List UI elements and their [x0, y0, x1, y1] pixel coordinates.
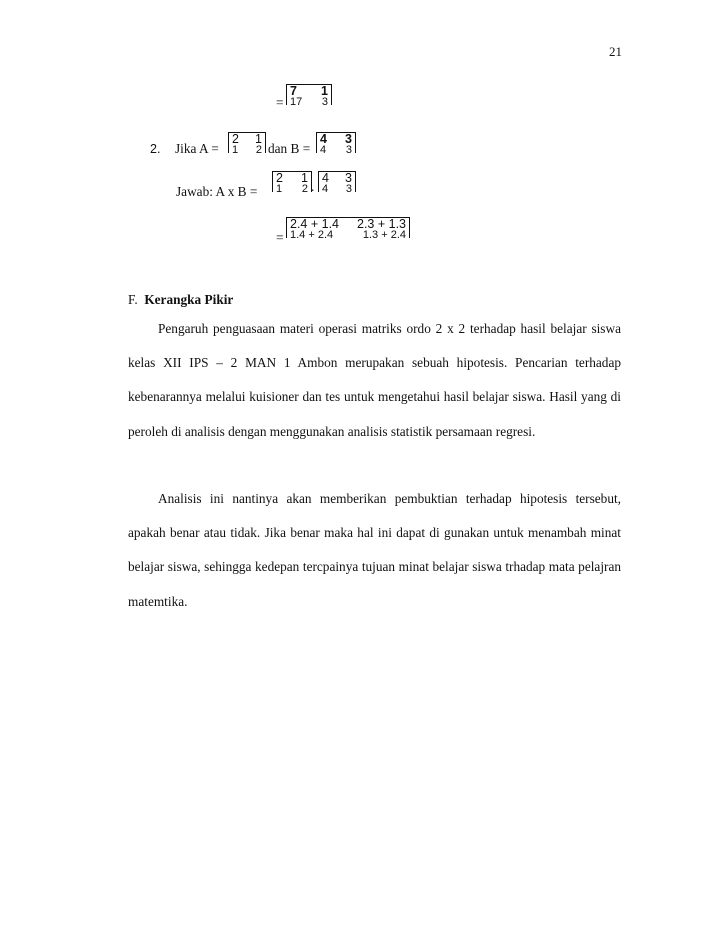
matrix-cell: 2.3 + 1.3 [357, 217, 406, 231]
matrix-cell: 4 [320, 132, 327, 146]
section-heading [128, 292, 233, 308]
matrix-cell: 1.3 + 2.4 [362, 230, 406, 238]
matrix-cell: 2.4 + 1.4 [290, 217, 339, 231]
matrix-cell: 7 [290, 84, 297, 98]
dan-b-text: dan B = [268, 141, 311, 156]
matrix-cell: 2 [255, 145, 262, 153]
matrix-cell: 1 [276, 184, 283, 192]
section-title: Kerangka Pikir [144, 292, 234, 307]
matrix-cell: 4 [322, 171, 329, 185]
answer-label: Jawab: A x B = [176, 184, 258, 199]
paragraph-2 [128, 482, 621, 619]
matrix-cell: 1 [321, 84, 328, 98]
equals-sign: = [276, 95, 284, 110]
matrix-cell: 1 [255, 132, 262, 146]
matrix-cell: 1 [232, 145, 239, 153]
matrix-cell: 2 [301, 184, 308, 192]
section-letter: F. [128, 292, 138, 307]
matrix-cell: 3 [345, 132, 352, 146]
matrix-cell: 3 [345, 145, 352, 153]
matrix-cell: 4 [322, 184, 329, 192]
matrix-cell: 2 [232, 132, 239, 146]
result-matrix [286, 84, 332, 105]
matrix-cell: 1 [301, 171, 308, 185]
paragraph-text: Analisis ini nantinya akan memberikan pembuktian terhadap hipotesis tersebut, apakah benar atau tidak. Jika benar maka hal ini dapat di gunakan untuk menambah minat belajar siswa, sehingga kedepan tercpainya tujuan minat belajar siswa trhadap mata pelajran matemtika. [128, 491, 621, 609]
matrix-cell: 2 [276, 171, 283, 185]
matrix-cell: 17 [290, 97, 303, 105]
matrix-cell: 3 [345, 171, 352, 185]
paragraph-1 [128, 312, 621, 449]
matrix-cell: 1.4 + 2.4 [290, 230, 334, 238]
page-number: 21 [609, 44, 622, 59]
jika-a-text: Jika A = [175, 141, 219, 156]
matrix-a [228, 132, 266, 153]
matrix-b [316, 132, 356, 153]
answer-matrix-b [318, 171, 356, 192]
multiply-dot: . [311, 179, 315, 194]
list-number: 2. [150, 142, 161, 156]
answer-matrix-a [272, 171, 312, 192]
matrix-cell: 4 [320, 145, 327, 153]
matrix-cell: 3 [321, 97, 328, 105]
paragraph-text: Pengaruh penguasaan materi operasi matriks ordo 2 x 2 terhadap hasil belajar siswa kelas XII IPS – 2 MAN 1 Ambon merupakan sebuah hipotesis. Pencarian terhadap kebenarannya melalui kuisioner dan tes untuk mengetahui hasil belajar siswa. Hasil yang di peroleh di analisis dengan menggunakan analisis statistik persamaan regresi. [128, 321, 621, 439]
matrix-cell: 3 [345, 184, 352, 192]
equals-sign: = [276, 230, 284, 245]
expansion-matrix [286, 217, 410, 238]
